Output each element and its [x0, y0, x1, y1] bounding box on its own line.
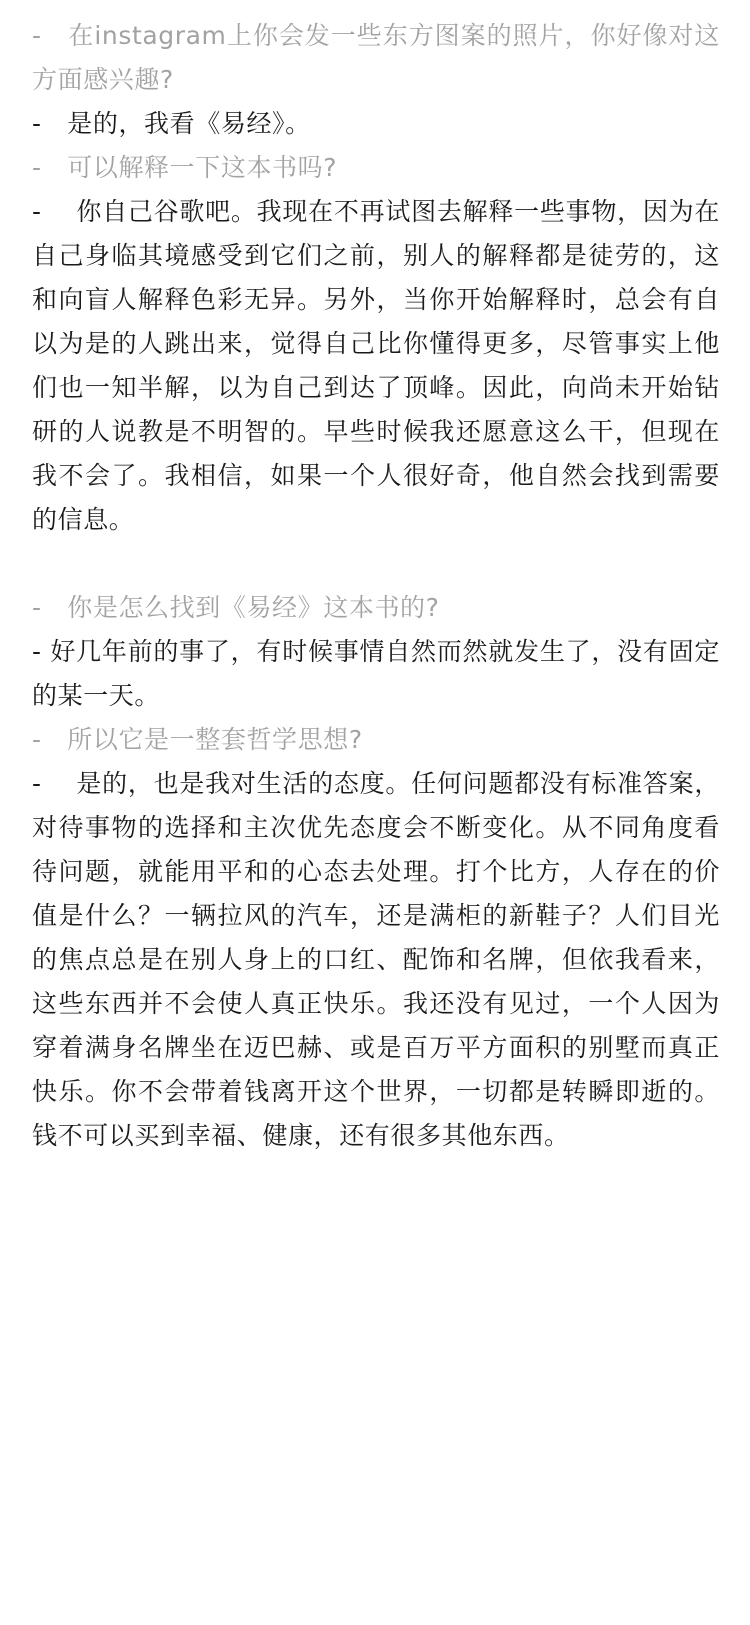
question-explain-book: - 可以解释一下这本书吗?	[32, 153, 338, 182]
question-philosophy: - 所以它是一整套哲学思想?	[32, 725, 363, 754]
question-instagram: - 在instagram上你会发一些东方图案的照片，你好像对这方面感兴趣?	[32, 21, 720, 94]
answer-yijing: - 是的，我看《易经》。	[32, 109, 311, 138]
question-how-found: - 你是怎么找到《易经》这本书的?	[32, 593, 440, 622]
answer-attitude-to-life: - 是的，也是我对生活的态度。任何问题都没有标准答案，对待事物的选择和主次优先态度会不断变化。从不同角度看待问题，就能用平和的心态去处理。打个比方，人存在的价值是什么？一辆拉风的汽车，还是满柜的新鞋子？人们目光的焦点总是在别人身上的口红、配饰和名牌，但依我看来，这些东西并不会使人真正快乐。我还没有见过，一个人因为穿着满身名牌坐在迈巴赫、或是百万平方面积的别墅而真正快乐。你不会带着钱离开这个世界，一切都是转瞬即逝的。钱不可以买到幸福、健康，还有很多其他东西。	[32, 769, 720, 1150]
answer-google-it: - 你自己谷歌吧。我现在不再试图去解释一些事物，因为在自己身临其境感受到它们之前，别人的解释都是徒劳的，这和向盲人解释色彩无异。另外，当你开始解释时，总会有自以为是的人跳出来，觉得自己比你懂得更多，尽管事实上他们也一知半解，以为自己到达了顶峰。因此，向尚未开始钻研的人说教是不明智的。早些时候我还愿意这么干，但现在我不会了。我相信，如果一个人很好奇，他自然会找到需要的信息。	[32, 197, 720, 534]
answer-years-ago: - 好几年前的事了，有时候事情自然而然就发生了，没有固定的某一天。	[32, 637, 720, 710]
